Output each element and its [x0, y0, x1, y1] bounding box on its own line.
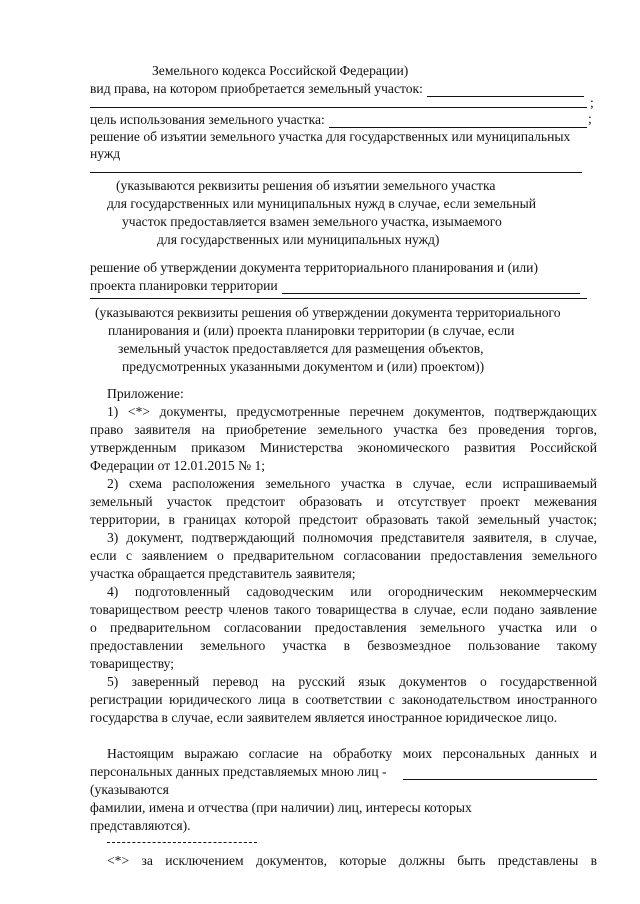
appendix-item-4: 4) подготовленный садоводческим или огородническим некоммерческим	[107, 584, 597, 599]
appendix-item-4-line-4: предоставлении земельного участка в безвозмездное пользование такому	[90, 638, 597, 653]
appendix-item-1: 1) <*> документы, предусмотренные перечнем документов, подтверждающих	[107, 404, 597, 419]
planning-note-4: предусмотренных указанными документом и (или) проектом))	[122, 359, 485, 374]
planning-note-2: планирования и (или) проекта планировки территории (в случае, если	[108, 323, 515, 338]
footnote-separator	[107, 842, 257, 843]
withdrawal-note-1: (указываются реквизиты решения об изъятии земельного участка	[116, 178, 496, 193]
planning-note-3: земельный участок предоставляется для размещения объектов,	[118, 341, 484, 356]
withdrawal-decision-label-2: нужд	[90, 146, 121, 161]
purpose-label: цель использования земельного участка:	[90, 112, 325, 127]
appendix-item-2-line-3: территории, в границах которой предстоит образовать такой земельный участок;	[90, 512, 597, 527]
withdrawal-note-2: для государственных или муниципальных нужд в случае, если земельный	[107, 196, 537, 211]
planning-decision-blank-2[interactable]	[90, 298, 587, 299]
right-type-blank-line-2[interactable]	[90, 107, 587, 108]
appendix-item-4-line-2: товариществом реестр членов такого товарищества в случае, если подано заявление	[90, 602, 597, 617]
right-type-semicolon: ;	[590, 95, 594, 110]
right-type-field	[90, 80, 584, 97]
planning-decision-blank[interactable]	[282, 281, 580, 294]
withdrawal-note-3: участок предоставляется взамен земельного участка, изымаемого	[122, 214, 502, 229]
planning-decision-field	[90, 277, 580, 294]
appendix-item-5-line-3: государства в случае, если заявителем является иностранное юридическое лицо.	[90, 710, 558, 725]
consent-text: Настоящим выражаю согласие на обработку моих персональных данных и	[107, 746, 597, 761]
appendix-item-1-line-4: Федерации от 12.01.2015 № 1;	[90, 458, 266, 473]
withdrawal-decision-label: решение об изъятии земельного участка для государственных или муниципальных	[90, 129, 571, 144]
appendix-item-4-line-5: товариществу;	[90, 656, 175, 671]
law-reference-text: Земельного кодекса Российской Федерации)	[152, 63, 409, 78]
appendix-item-2: 2) схема расположения земельного участка в случае, если испрашиваемый	[107, 476, 597, 491]
right-type-label: вид права, на котором приобретается земельный участок:	[90, 81, 423, 96]
consent-note-3: представляются).	[90, 818, 191, 833]
consent-note-2: фамилии, имена и отчества (при наличии) лиц, интересы которых	[90, 800, 472, 815]
appendix-item-5: 5) заверенный перевод на русский язык документов о государственной	[107, 674, 597, 689]
appendix-item-3-line-3: участка обращается представитель заявителя;	[90, 566, 356, 581]
appendix-item-4-line-3: о предварительном согласовании предоставления земельного участка или о	[90, 620, 597, 635]
purpose-field	[90, 111, 587, 128]
purpose-semicolon: ;	[588, 111, 592, 126]
planning-decision-label-2: проекта планировки территории	[90, 278, 278, 293]
planning-note-1: (указываются реквизиты решения об утверждении документа территориального	[95, 305, 561, 320]
planning-decision-label: решение об утверждении документа территориального планирования и (или)	[90, 260, 538, 275]
consent-persons-field	[90, 763, 597, 780]
consent-text-line-2: персональных данных представляемых мною лиц -	[90, 764, 387, 779]
appendix-item-3: 3) документ, подтверждающий полномочия представителя заявителя, в случае,	[107, 530, 597, 545]
right-type-blank[interactable]	[427, 84, 584, 97]
appendix-item-2-line-2: земельный участок предстоит образовать и отсутствует проект межевания	[90, 494, 597, 509]
withdrawal-note-4: для государственных или муниципальных нужд)	[157, 232, 440, 247]
appendix-heading: Приложение:	[107, 386, 184, 401]
appendix-item-5-line-2: регистрации юридического лица в соответствии с законодательством иностранного	[90, 692, 597, 707]
consent-persons-blank[interactable]	[403, 767, 597, 780]
withdrawal-decision-blank[interactable]	[90, 172, 582, 173]
appendix-item-1-line-2: право заявителя на приобретение земельного участка без проведения торгов,	[90, 422, 597, 437]
appendix-item-3-line-2: если с заявлением о предварительном согласовании предоставления земельного	[90, 548, 597, 563]
appendix-item-1-line-3: утвержденным приказом Министерства экономического развития Российской	[90, 440, 597, 455]
footnote-text: <*> за исключением документов, которые должны быть представлены в	[107, 853, 597, 868]
purpose-blank[interactable]	[329, 115, 587, 128]
consent-note-1: (указываются	[90, 782, 169, 797]
